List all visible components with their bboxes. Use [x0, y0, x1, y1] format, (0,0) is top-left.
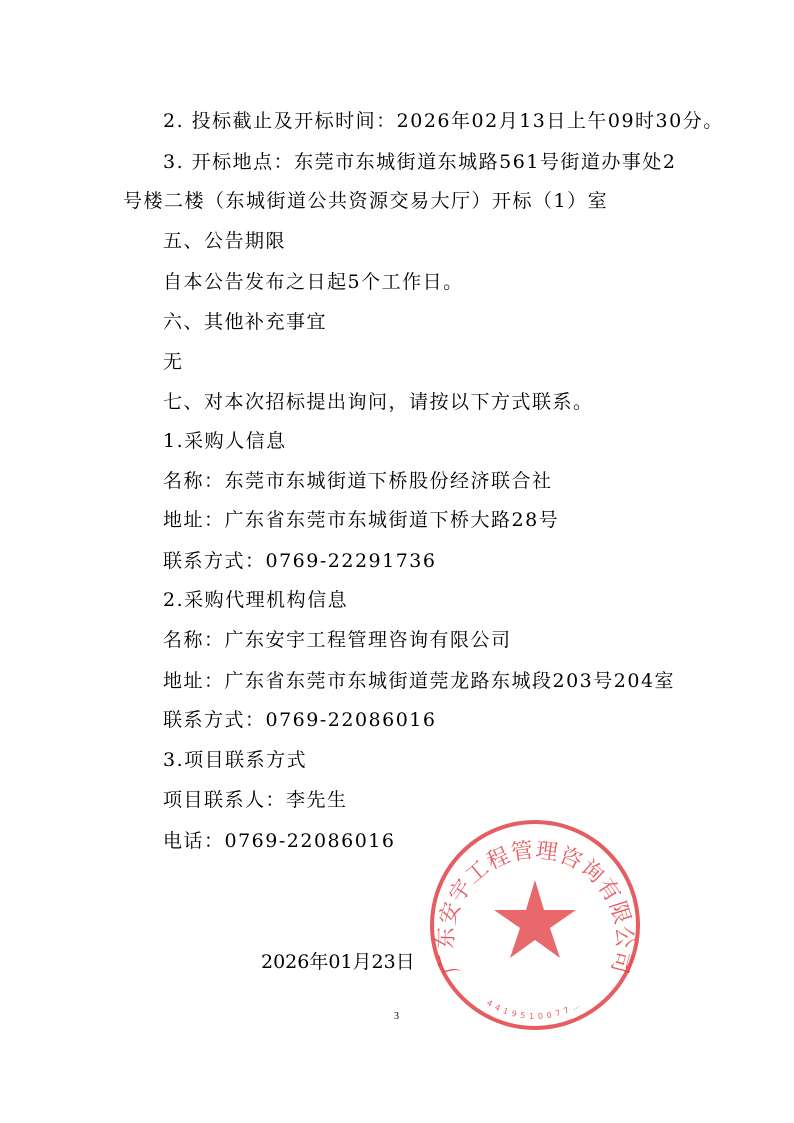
- text-line: 2. 投标截止及开标时间：2026年02月13日上午09时30分。: [163, 110, 724, 132]
- text-line: 无: [163, 351, 184, 373]
- text-line: 名称：广东安宇工程管理咨询有限公司: [163, 629, 512, 651]
- subheading: 3.项目联系方式: [163, 749, 308, 771]
- company-seal-stamp: [428, 818, 642, 1032]
- text-line: 号楼二楼（东城街道公共资源交易大厅）开标（1）室: [123, 190, 609, 212]
- section-heading: 七、对本次招标提出询问，请按以下方式联系。: [163, 391, 594, 413]
- text-line: 地址：广东省东莞市东城街道莞龙路东城段203号204室: [163, 670, 676, 692]
- page-number: 3: [394, 1011, 399, 1022]
- text-line: 名称：东莞市东城街道下桥股份经济联合社: [163, 470, 553, 492]
- star-icon: [494, 880, 576, 958]
- date: 2026年01月23日: [261, 951, 415, 973]
- section-heading: 五、公告期限: [163, 230, 287, 252]
- text-line: 地址：广东省东莞市东城街道下桥大路28号: [163, 509, 560, 531]
- text-line: 联系方式：0769-22086016: [163, 709, 437, 731]
- text-line: 3. 开标地点：东莞市东城街道东城路561号街道办事处2: [163, 151, 677, 173]
- subheading: 2.采购代理机构信息: [163, 589, 349, 611]
- text-line: 项目联系人：李先生: [163, 789, 348, 811]
- text-line: 自本公告发布之日起5个工作日。: [163, 271, 464, 293]
- text-line: 联系方式：0769-22291736: [163, 550, 437, 572]
- svg-text:广东安宇工程管理咨询有限公司: 广东安宇工程管理咨询有限公司: [433, 838, 637, 977]
- text-line: 电话：0769-22086016: [163, 830, 396, 852]
- section-heading: 六、其他补充事宜: [163, 311, 328, 333]
- svg-text:4419510077…: 4419510077…: [485, 998, 585, 1022]
- subheading: 1.采购人信息: [163, 430, 287, 452]
